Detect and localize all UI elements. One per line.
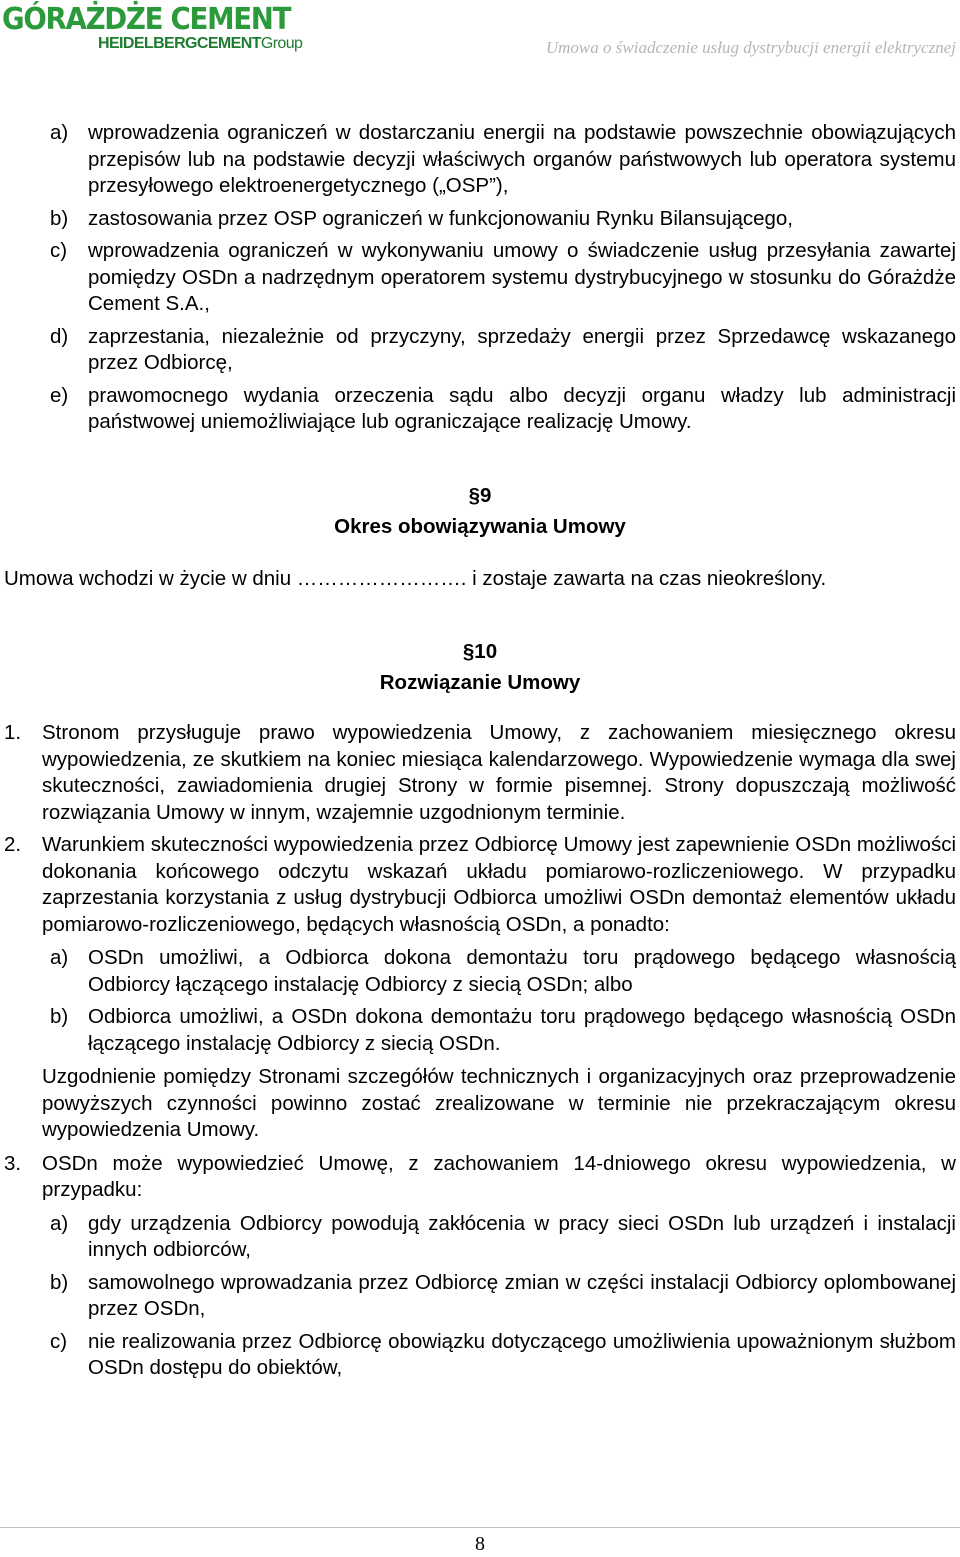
list-item-text: zastosowania przez OSP ograniczeń w funkcjonowaniu Rynku Bilansującego, [88, 206, 793, 230]
list-item-label: a) [50, 946, 69, 969]
list-item [4, 1211, 956, 1264]
numbered-paragraph [4, 832, 956, 938]
list-item [4, 1270, 956, 1323]
list-item-label: a) [50, 121, 69, 144]
list-item-label: b) [50, 1270, 69, 1294]
paragraph-text: OSDn może wypowiedzieć Umowę, z zachowaniem 14-dniowego okresu wypowiedzenia, w przypadku: [42, 1151, 956, 1201]
footer-divider [0, 1527, 960, 1528]
paragraph-continuation: Uzgodnienie pomiędzy Stronami szczegółów technicznych i organizacyjnych oraz przeprowadzenie powyższych czynności powinno zostać zrealizowane w terminie nie przekraczającym okresu wypowiedzenia Umowy. [42, 1065, 956, 1141]
section-10-number: §10 [462, 640, 498, 663]
page-number: 8 [475, 1533, 485, 1555]
list-item-text: gdy urządzenia Odbiorcy powodują zakłócenia w pracy sieci OSDn lub urządzeń i instalacji innych odbiorców, [88, 1211, 956, 1261]
list-item-label: d) [50, 324, 69, 348]
list-item [4, 1329, 956, 1382]
logo-sub-brand: HEIDELBERGCEMENT [98, 35, 261, 52]
list-item-label: c) [50, 1329, 68, 1353]
paragraph-number: 3. [4, 1151, 22, 1175]
list-item [4, 238, 956, 318]
logo-sub-group: Group [260, 35, 303, 52]
list-item-text: samowolnego wprowadzania przez Odbiorcę zmian w części instalacji Odbiorcy oplombowanej przez OSDn, [88, 1270, 956, 1320]
list-item [4, 324, 956, 377]
list-item-label: a) [50, 1211, 69, 1235]
list-item-label: c) [50, 239, 68, 262]
list-item-label: b) [50, 1005, 69, 1028]
section-10-title: Rozwiązanie Umowy [379, 671, 581, 694]
document-body [4, 120, 956, 1382]
list-item-text: Odbiorca umożliwi, a OSDn dokona demontażu toru prądowego będącego własnością OSDn łączącego instalację Odbiorcy z siecią OSDn. [88, 1005, 956, 1055]
list-item-label: e) [50, 383, 69, 407]
list-item [4, 1004, 956, 1057]
list-item [4, 383, 956, 436]
section-9-title: Okres obowiązywania Umowy [334, 514, 626, 538]
numbered-paragraph [4, 720, 956, 826]
section-9-number: §9 [468, 483, 492, 507]
numbered-paragraph [4, 1151, 956, 1204]
list-item-text: prawomocnego wydania orzeczenia sądu albo decyzji organu władzy lub administracji państwowej uniemożliwiające lub ograniczające realizację Umowy. [88, 383, 956, 433]
list-item [4, 206, 956, 233]
list-item [4, 120, 956, 200]
logo-sub-text [98, 36, 315, 52]
page-header [0, 0, 960, 62]
section-9-text: Umowa wchodzi w życie w dniu ……………………. i zostaje zawarta na czas nieokreślony. [4, 566, 827, 590]
list-item-text: nie realizowania przez Odbiorcę obowiązku dotyczącego umożliwienia upoważnionym służbom OSDn dostępu do obiektów, [88, 1329, 956, 1379]
paragraph-number: 1. [4, 721, 22, 744]
list-item-label: b) [50, 206, 69, 230]
logo-main-text: GÓRAŻDŻE CEMENT [2, 2, 291, 37]
list-item-text: wprowadzenia ograniczeń w wykonywaniu umowy o świadczenie usług przesyłania zawartej pomiędzy OSDn a nadrzędnym operatorem systemu dystrybucyjnego w stosunku do Górażdże Cement S.A., [88, 239, 956, 315]
paragraph-text: Stronom przysługuje prawo wypowiedzenia Umowy, z zachowaniem miesięcznego okresu wypowiedzenia, ze skutkiem na koniec miesiąca kalendarzowego. Wypowiedzenie wymaga dla swej skuteczności, zawiadomienia drugiej Strony w formie pisemnej. Strony dopuszczają możliwość rozwiązania Umowy w innym, wzajemnie uzgodnionym terminie. [42, 721, 956, 824]
list-item-text: wprowadzenia ograniczeń w dostarczaniu energii na podstawie powszechnie obowiązujących przepisów lub na podstawie decyzji właściwych organów państwowych lub operatora systemu przesyłowego elektroenergetycznego („OSP”), [88, 121, 956, 197]
list-item-text: zaprzestania, niezależnie od przyczyny, sprzedaży energii przez Sprzedawcę wskazanego przez Odbiorcę, [88, 324, 956, 374]
list-item [4, 945, 956, 998]
paragraph-text: Warunkiem skuteczności wypowiedzenia przez Odbiorcę Umowy jest zapewnienie OSDn możliwości dokonania końcowego odczytu wskazań układu pomiarowo-rozliczeniowego. W przypadku zaprzestania korzystania z usług dystrybucji Odbiorca umożliwi OSDn demontaż elementów układu pomiarowo-rozliczeniowego, będących własnością OSDn, a ponadto: [42, 833, 956, 936]
list-item-text: OSDn umożliwi, a Odbiorca dokona demontażu toru prądowego będącego własnością Odbiorcy łączącego instalację Odbiorcy z siecią OSDn; albo [88, 946, 956, 996]
paragraph-number: 2. [4, 833, 22, 856]
company-logo [2, 4, 315, 52]
document-title: Umowa o świadczenie usług dystrybucji energii elektrycznej [545, 38, 956, 57]
